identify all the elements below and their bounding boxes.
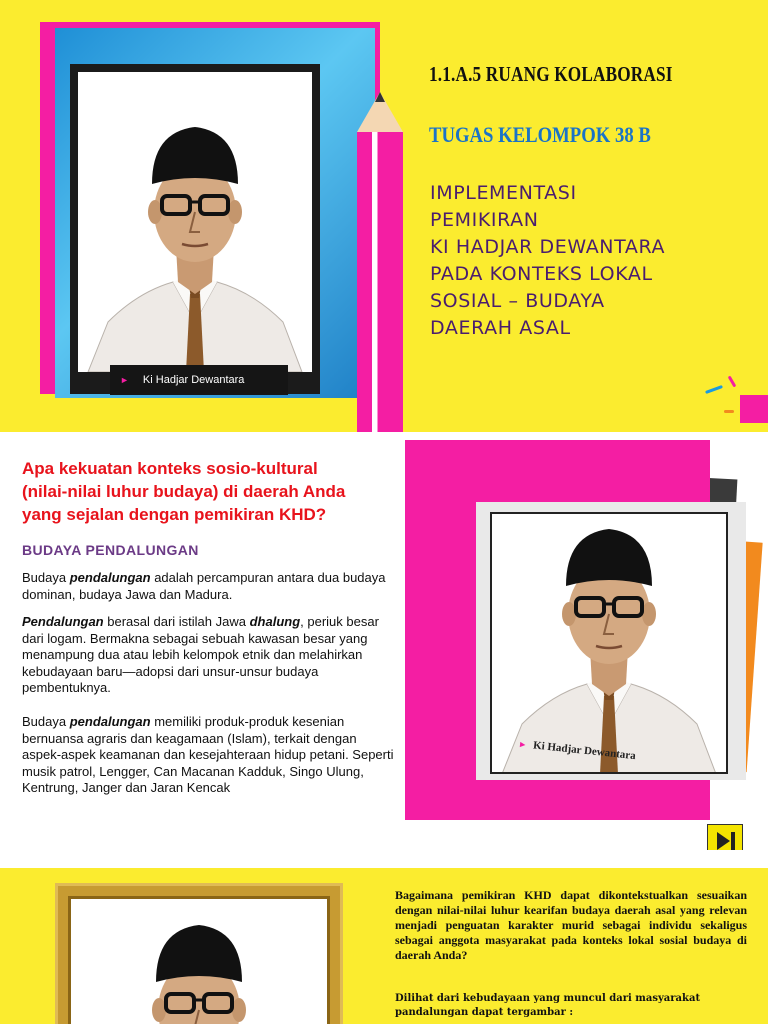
portrait-photo: [82, 910, 316, 1024]
portrait-photo: [78, 72, 312, 372]
text: adalah percampuran antara dua budaya dominan, budaya Jawa dan Madura.: [22, 570, 386, 602]
title-line: PADA KONTEKS LOKAL: [430, 263, 653, 285]
emphasis: pendalungan: [69, 714, 151, 729]
reflection-question: Bagaimana pemikiran KHD dapat dikontekstualkan sesuaikan dengan nilai-nilai luhur kearifan budaya daerah asal yang relevan menjadi penguatan karakter murid sebagai individu sekaligus sebagai anggota masyarakat pada konteks lokal sosial budaya di daerah Anda?: [395, 888, 747, 962]
slide-contextual: [0, 868, 768, 1024]
title-line: IMPLEMENTASI: [430, 182, 577, 204]
slide-title-lines: [430, 180, 665, 342]
slide-title: [0, 0, 768, 432]
paragraph: [22, 714, 397, 797]
confetti-line: [724, 410, 734, 413]
emphasis: Pendalungan: [22, 614, 104, 629]
play-triangle-icon: ►: [120, 375, 129, 385]
portrait-photo: [490, 512, 728, 774]
activity-code: 1.1.A.5 RUANG KOLABORASI: [429, 62, 673, 86]
text: Budaya: [22, 714, 70, 729]
paragraph: [22, 570, 397, 603]
next-slide-button[interactable]: [707, 824, 743, 850]
emphasis: pendalungan: [69, 570, 151, 585]
ornate-gold-frame: [58, 886, 340, 1024]
text: memiliki produk-produk kesenian bernuansa agraris dan keagamaan (Islam), terkait dengan aspek-aspek keamanan dan kesejahteraan hidup petani. Seperti musik patrol, Lengger, Can Macanan Kadduk, Singo Ulung, Kentrung, Janger dan Jaran Kencak: [22, 714, 394, 795]
photo-caption: [110, 365, 288, 395]
play-next-icon: [708, 825, 742, 850]
group-title: TUGAS KELOMPOK 38 B: [429, 122, 651, 147]
note-text: Dilihat dari kebudayaan yang muncul dari masyarakat pandalungan dapat tergambar :: [395, 993, 701, 1018]
text: , periuk besar dari logam. Bermakna sebagai sebuah kawasan besar yang menampung dua atau lebih kelompok etnik dan melahirkan kebudayaan baru—adopsi dari unsur-unsur budaya pembentuknya.: [22, 614, 379, 695]
emphasis: dhalung: [249, 614, 301, 629]
title-line: DAERAH ASAL: [430, 317, 571, 339]
text: berasal dari istilah Jawa: [103, 614, 250, 629]
pink-square-decoration: [740, 395, 768, 423]
slide-culture: [0, 432, 768, 850]
title-line: PEMIKIRAN: [430, 209, 539, 231]
section-subtitle: BUDAYA PENDALUNGAN: [22, 542, 199, 558]
confetti-line: [728, 376, 737, 388]
text: Budaya: [22, 570, 70, 585]
question-heading: Apa kekuatan konteks sosio-kultural (nilai-nilai luhur budaya) di daerah Anda yang sejalan dengan pemikiran KHD?: [22, 459, 346, 524]
caption-text: Ki Hadjar Dewantara: [532, 739, 637, 763]
paragraph: [22, 614, 397, 697]
caption-text: Ki Hadjar Dewantara: [142, 374, 245, 386]
pencil-decoration: [345, 92, 403, 432]
title-line: SOSIAL – BUDAYA: [430, 290, 605, 312]
play-triangle-icon: ►: [517, 738, 528, 750]
confetti-line: [705, 385, 723, 394]
title-line: KI HADJAR DEWANTARA: [430, 236, 666, 258]
